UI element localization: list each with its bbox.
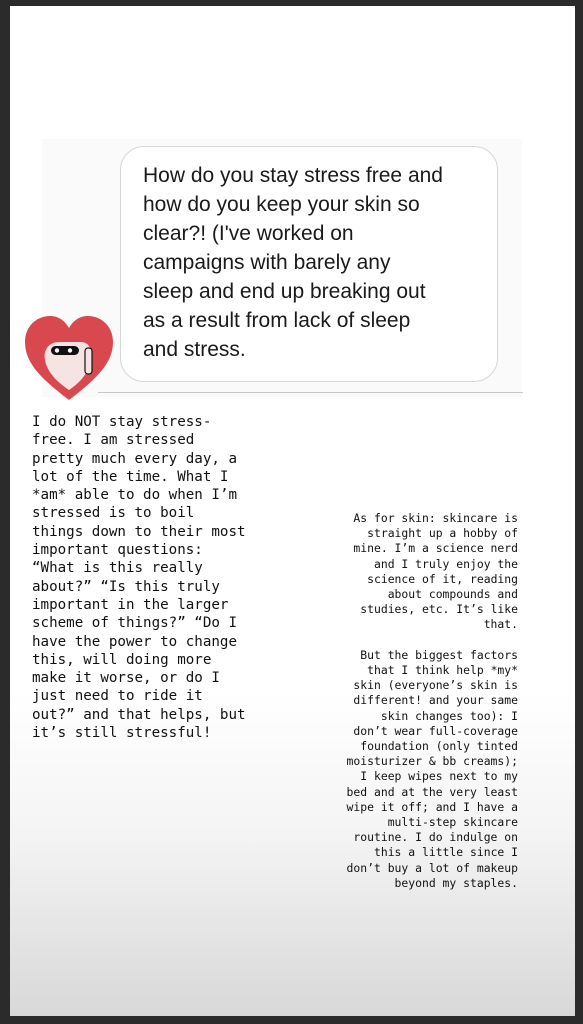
stress-answer-text: I do NOT stay stress- free. I am stressed pretty much every day, a lot of the time. What I *am* able to do when I’m stressed is to boil things down to their most important questions: “What is this really about?” “Is this truly important in the larger scheme of things?” “Do I have the power to change this, will doing more make it worse, or do I just need to ride it out?” and that helps, but it’s still stressful!: [32, 414, 246, 742]
story-frame: [10, 6, 575, 1016]
divider-line: [98, 392, 523, 393]
character-hand: [85, 348, 92, 374]
question-text: How do you stay stress free and how do you keep your skin so clear?! (I've worked on campaigns with barely any sleep and end up breaking out as a result from lack of sleep and stress.: [143, 164, 443, 361]
heart-character-sticker-icon: [23, 314, 115, 402]
question-bubble: [120, 146, 498, 382]
skin-answer-text: As for skin: skincare is straight up a hobby of mine. I’m a science nerd and I truly enjoy the science of it, reading about compounds and studies, etc. It’s like that. But the biggest factors that I think help *my* skin (everyone’s skin is different! and your same skin changes too): I don’t wear full-coverage foundation (only tinted moisturizer & bb creams); I keep wipes next to my bed and at the very least wipe it off; and I have a multi-step skincare routine. I do indulge on this a little since I don’t buy a lot of makeup beyond my staples.: [346, 511, 518, 890]
